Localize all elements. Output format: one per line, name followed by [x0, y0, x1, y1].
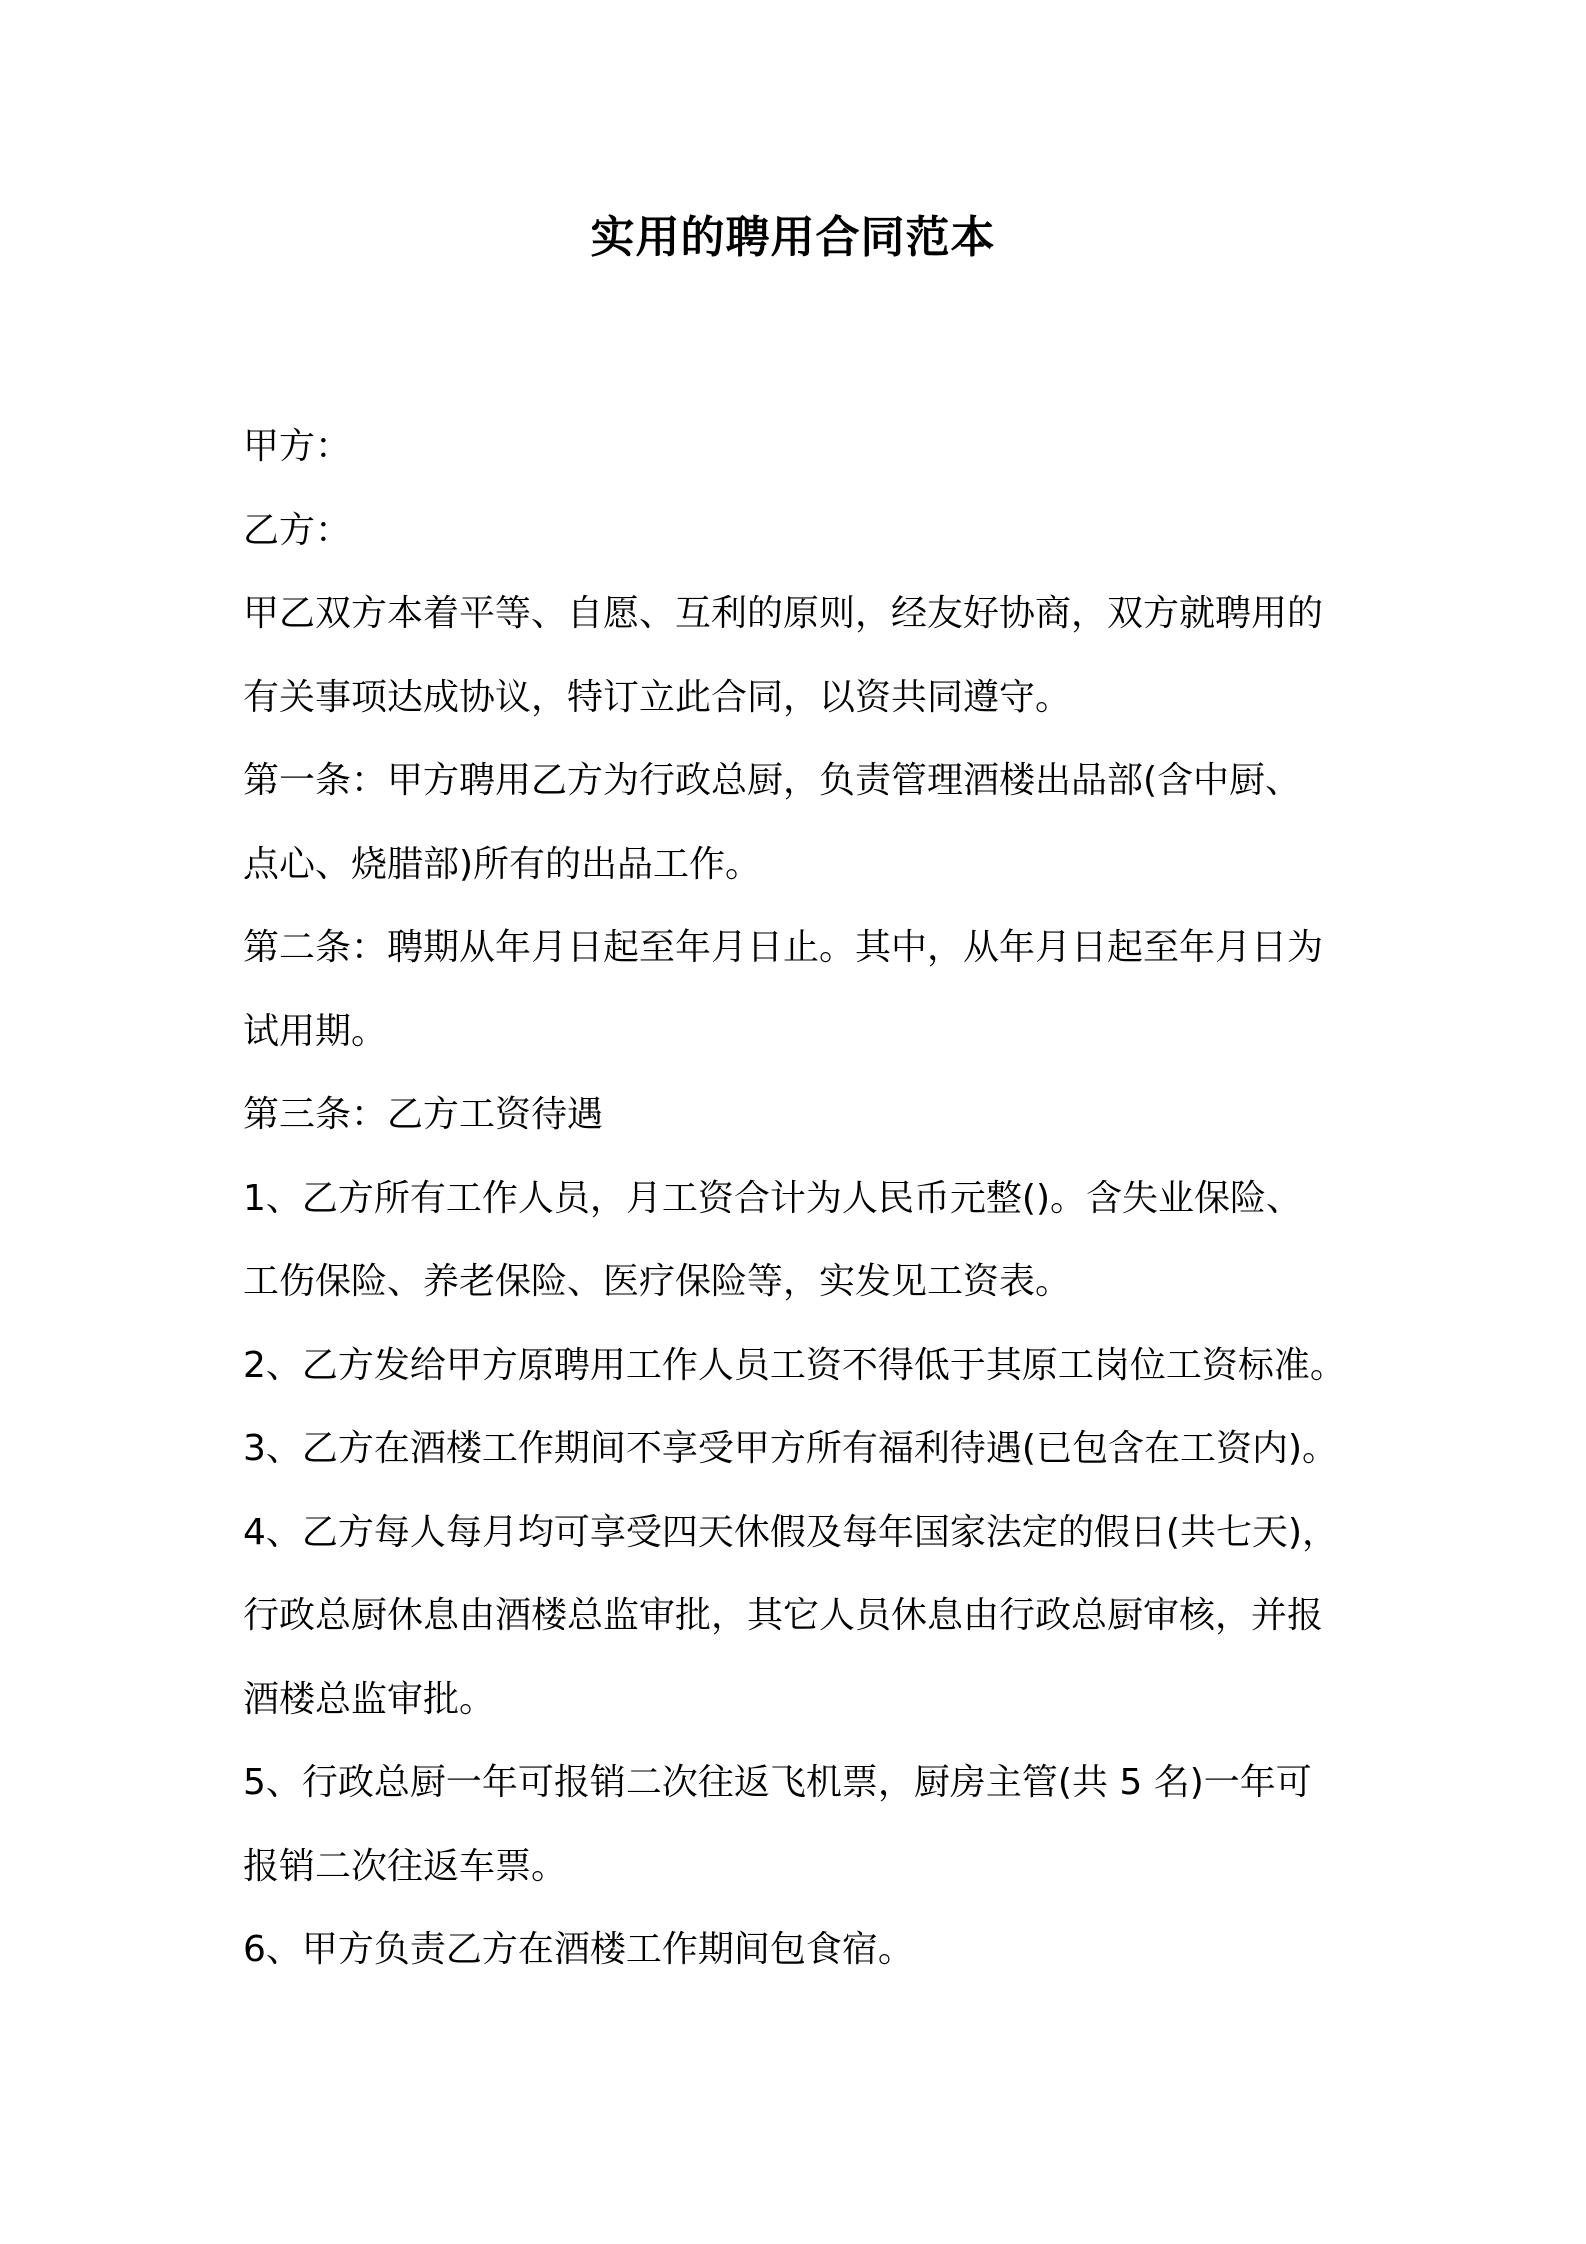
- article-1-line-1: 第一条：甲方聘用乙方为行政总厨，负责管理酒楼出品部(含中厨、: [243, 760, 1302, 801]
- document-body: [243, 405, 1363, 1992]
- clause-4-line-1: 4、乙方每人每月均可享受四天休假及每年国家法定的假日(共七天)，: [243, 1511, 1338, 1553]
- clause-2-line: 2、乙方发给甲方原聘用工作人员工资不得低于其原工岗位工资标准。: [243, 1344, 1346, 1386]
- clause-6-line: 6、甲方负责乙方在酒楼工作期间包食宿。: [243, 1929, 914, 1970]
- clause-4-line-2: 行政总厨休息由酒楼总监审批，其它人员休息由行政总厨审核，并报: [243, 1595, 1324, 1636]
- clause-3-line: 3、乙方在酒楼工作期间不享受甲方所有福利待遇(已包含在工资内)。: [243, 1428, 1338, 1469]
- article-1-line-2: 点心、烧腊部)所有的出品工作。: [243, 843, 762, 885]
- document-title: 实用的聘用合同范本: [590, 212, 996, 263]
- clause-1-line-2: 工伤保险、养老保险、医疗保险等，实发见工资表。: [243, 1261, 1072, 1302]
- party-b-line: 乙方：: [243, 509, 352, 551]
- preamble-line-2: 有关事项达成协议，特订立此合同，以资共同遵守。: [243, 676, 1072, 718]
- party-a-line: 甲方：: [243, 426, 352, 467]
- clause-1-line-1: 1、乙方所有工作人员，月工资合计为人民币元整()。含失业保险、: [243, 1177, 1302, 1219]
- article-2-line-1: 第二条：聘期从年月日起至年月日止。其中，从年月日起至年月日为: [243, 927, 1324, 968]
- clause-5-line-1: 5、行政总厨一年可报销二次往返飞机票，厨房主管(共 5 名)一年可: [243, 1762, 1312, 1803]
- article-2-line-2: 试用期。: [243, 1010, 388, 1052]
- clause-4-line-3: 酒楼总监审批。: [243, 1678, 496, 1720]
- clause-5-line-2: 报销二次往返车票。: [243, 1845, 568, 1887]
- article-3-heading: 第三条：乙方工资待遇: [243, 1094, 604, 1135]
- preamble-line-1: 甲乙双方本着平等、自愿、互利的原则，经友好协商，双方就聘用的: [243, 593, 1324, 634]
